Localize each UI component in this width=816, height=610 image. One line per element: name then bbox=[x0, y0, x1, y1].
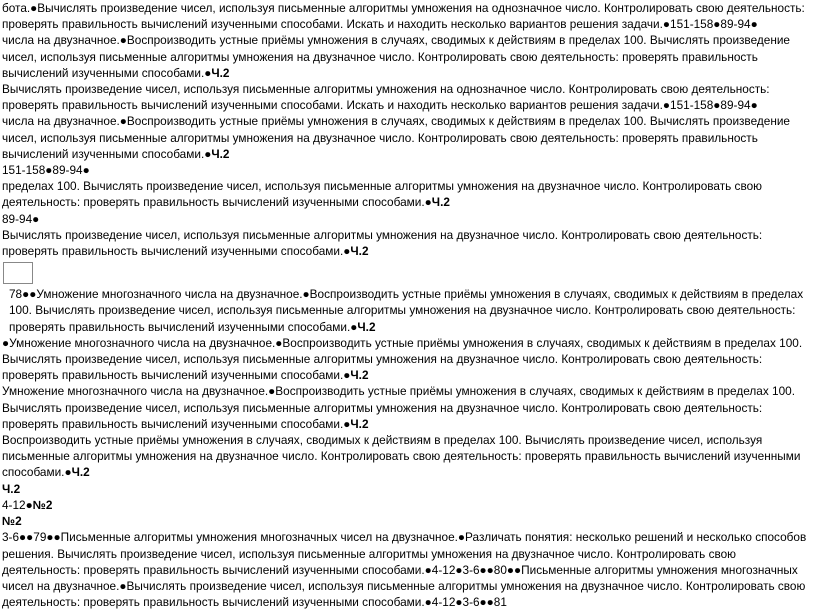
text-paragraph: 3-6●●79●●Письменные алгоритмы умножения многозначных чисел на двузначное.●Различать понятия: несколько решений и несколько способов решения. Вычислять произведение чисел, используя письменные алгоритмы умножения на двузначное число. Контролировать свою деятельность: проверять правильность вычислений изученными способами.●4-12●3-6●●80●●Письменные алгоритмы умножения многозначных чисел на двузначное.●Вычислять произведение чисел, используя письменные алгоритмы умножения на двузначное число. Контролировать свою деятельность: проверять правильность вычислений изученными способами.●4-12●3-6●●81 bbox=[2, 530, 807, 610]
part-label: Ч.2 bbox=[2, 481, 21, 496]
text-paragraph: 78●●Умножение многозначного числа на двузначное.●Воспроизводить устные приёмы умножения в случаях, сводимых к действиям в пределах 100. Вычислять произведение чисел, используя письменные алгоритмы умножения на двузначное число. Контролировать свою деятельность: проверять правильность вычислений изученными способами.●Ч.2 bbox=[9, 287, 804, 334]
number-label: №2 bbox=[32, 497, 53, 512]
text-paragraph: ●Умножение многозначного числа на двузначное.●Воспроизводить устные приёмы умножения в случаях, сводимых к действиям в пределах 100. Вычислять произведение чисел, используя письменные алгоритмы умножения на двузначное число. Контролировать свою деятельность: проверять правильность вычислений изученными способами.●Ч.2 bbox=[2, 335, 803, 383]
text-paragraph: Воспроизводить устные приёмы умножения в случаях, сводимых к действиям в пределах 100. Вычислять произведение чисел, используя письменные алгоритмы умножения на двузначное число. Контролировать свою деятельность: проверять правильность вычислений изученными способами.●Ч.2 bbox=[2, 433, 801, 480]
empty-image-box bbox=[3, 262, 33, 284]
page-ref: 89-94● bbox=[2, 211, 40, 226]
part-label: Ч.2 bbox=[350, 368, 369, 383]
part-label: Ч.2 bbox=[211, 146, 230, 161]
part-label: Ч.2 bbox=[350, 416, 369, 431]
text-paragraph: бота.●Вычислять произведение чисел, используя письменные алгоритмы умножения на однозначное число. Контролировать свою деятельность: проверять правильность вычислений изученными способами. Искать и находить несколько вариантов решения задачи.●151-158●89-94● bbox=[2, 1, 805, 32]
page-ref: 151-158●89-94● bbox=[2, 163, 90, 178]
text-paragraph: числа на двузначное.●Воспроизводить устные приёмы умножения в случаях, сводимых к действиям в пределах 100. Вычислять произведение чисел, используя письменные алгоритмы умножения на двузначное число. Контролировать свою деятельность: проверять правильность вычислений изученными способами.●Ч.2 bbox=[2, 33, 790, 80]
text-paragraph: Вычислять произведение чисел, используя письменные алгоритмы умножения на однозначное число. Контролировать свою деятельность: проверять правильность вычислений изученными способами. Искать и находить несколько вариантов решения задачи.●151-158●89-94● bbox=[2, 82, 770, 113]
part-label: Ч.2 bbox=[350, 244, 369, 259]
part-label: Ч.2 bbox=[71, 465, 90, 480]
part-label: Ч.2 bbox=[357, 319, 376, 334]
number-label: №2 bbox=[2, 514, 22, 529]
text-paragraph: Вычислять произведение чисел, используя письменные алгоритмы умножения на двузначное число. Контролировать свою деятельность: проверять правильность вычислений изученными способами.●Ч.2 bbox=[2, 227, 763, 259]
text-paragraph: пределах 100. Вычислять произведение чисел, используя письменные алгоритмы умножения на двузначное число. Контролировать свою деятельность: проверять правильность вычислений изученными способами.●Ч.2 bbox=[2, 179, 762, 210]
text-paragraph: числа на двузначное.●Воспроизводить устные приёмы умножения в случаях, сводимых к действиям в пределах 100. Вычислять произведение чисел, используя письменные алгоритмы умножения на двузначное число. Контролировать свою деятельность: проверять правильность вычислений изученными способами.●Ч.2 bbox=[2, 114, 790, 161]
part-label: Ч.2 bbox=[431, 195, 450, 210]
page-ref: 4-12●№2 bbox=[2, 497, 53, 512]
part-label: Ч.2 bbox=[211, 65, 230, 80]
text-paragraph: Умножение многозначного числа на двузначное.●Воспроизводить устные приёмы умножения в случаях, сводимых к действиям в пределах 100. Вычислять произведение чисел, используя письменные алгоритмы умножения на двузначное число. Контролировать свою деятельность: проверять правильность вычислений изученными способами.●Ч.2 bbox=[2, 384, 795, 431]
